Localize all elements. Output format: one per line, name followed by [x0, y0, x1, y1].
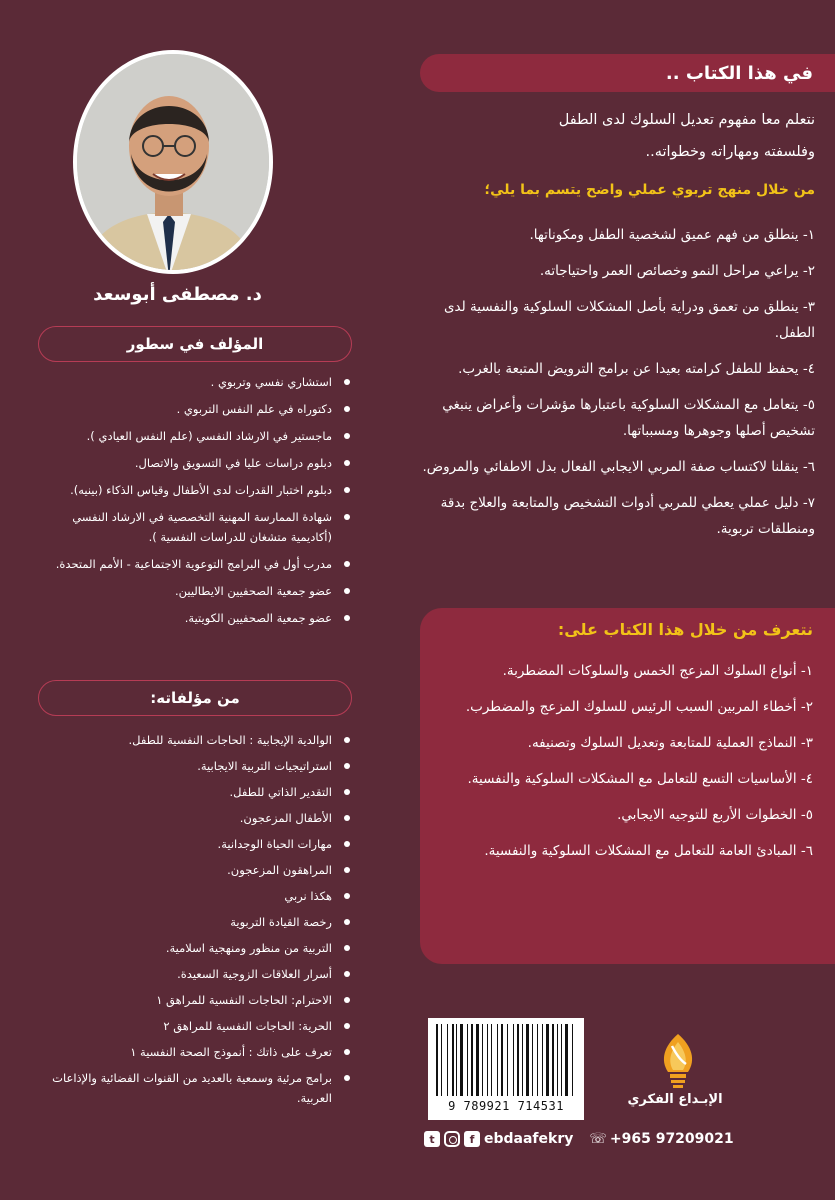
barcode-bar	[497, 1024, 498, 1096]
bio-item: مدرب أول في البرامج التوعوية الاجتماعية - الأمم المتحدة.	[38, 554, 354, 574]
barcode-bar	[480, 1024, 481, 1096]
barcode-bar	[449, 1024, 451, 1096]
bio-list	[38, 372, 354, 635]
barcode-bar	[539, 1024, 541, 1096]
method-heading: من خلال منهج تربوي عملي واضح يتسم بما يلي؛	[484, 182, 815, 198]
barcode-bar	[509, 1024, 512, 1096]
barcode-bar	[507, 1024, 508, 1096]
instagram-icon[interactable]	[444, 1131, 460, 1147]
barcode-bar	[476, 1024, 479, 1096]
barcode-bar	[558, 1024, 560, 1096]
barcode-bar	[458, 1024, 459, 1096]
author-photo-icon	[73, 54, 269, 274]
barcode-bar	[489, 1024, 490, 1096]
barcode-bar	[436, 1024, 438, 1096]
contact-bar	[424, 1128, 760, 1150]
barcode-bar	[484, 1024, 486, 1096]
whatsapp-icon[interactable]: ☏	[589, 1131, 607, 1147]
barcode-bar	[460, 1024, 463, 1096]
bio-item: دكتوراه في علم النفس التربوي .	[38, 399, 354, 419]
bio-item: استشاري نفسي وتربوي .	[38, 372, 354, 392]
barcode-bar	[491, 1024, 492, 1096]
barcode-bars	[436, 1024, 576, 1096]
barcode-bar	[517, 1024, 519, 1096]
bio-item: عضو جمعية الصحفيين الايطاليين.	[38, 581, 354, 601]
work-item: أسرار العلاقات الزوجية السعيدة.	[38, 964, 354, 984]
works-heading: من مؤلفاته:	[150, 689, 240, 707]
feature-item: ٢- يراعي مراحل النمو وخصائص العمر واحتياجاته.	[539, 263, 815, 279]
barcode-bar	[523, 1024, 525, 1096]
barcode-bar	[482, 1024, 483, 1096]
barcode-bar	[544, 1024, 545, 1096]
work-item: تعرف على ذاتك : أنموذج الصحة النفسية ١	[38, 1042, 354, 1062]
barcode-bar	[452, 1024, 454, 1096]
bio-heading-pill	[38, 326, 352, 362]
barcode-bar	[513, 1024, 514, 1096]
author-name: د. مصطفى أبوسعد	[93, 284, 262, 305]
intro-text	[420, 104, 815, 168]
work-item: التربية من منظور ومنهجية اسلامية.	[38, 938, 354, 958]
barcode-bar	[493, 1024, 496, 1096]
barcode-bar	[469, 1024, 470, 1096]
works-heading-pill	[38, 680, 352, 716]
barcode-bar	[542, 1024, 543, 1096]
social-handle[interactable]: ebdaafekry	[484, 1131, 574, 1147]
barcode-bar	[537, 1024, 538, 1096]
barcode-bar	[565, 1024, 568, 1096]
barcode-bar	[574, 1024, 575, 1096]
learn-item: ٤- الأساسيات التسع للتعامل مع المشكلات السلوكية والنفسية.	[467, 771, 813, 787]
work-item: استراتيجيات التربية الايجابية.	[38, 756, 354, 776]
barcode-bar	[572, 1024, 573, 1096]
barcode-bar	[443, 1024, 446, 1096]
learn-item: ٢- أخطاء المربين السبب الرئيس للسلوك المزعج والمضطرب.	[465, 699, 813, 715]
author-portrait	[73, 50, 273, 274]
barcode-bar	[532, 1024, 533, 1096]
book-summary-column	[420, 0, 835, 1000]
barcode-bar	[441, 1024, 442, 1096]
banner-title: في هذا الكتاب ..	[665, 62, 813, 84]
barcode-bar	[546, 1024, 549, 1096]
barcode-bar	[499, 1024, 500, 1096]
intro-line: نتعلم معا مفهوم تعديل السلوك لدى الطفل	[558, 112, 815, 128]
lightbulb-flame-icon	[658, 1032, 698, 1088]
barcode-bar	[487, 1024, 489, 1096]
barcode-bar	[456, 1024, 457, 1096]
learn-list	[433, 658, 813, 874]
publisher-name: الإبـداع الفكري	[627, 1092, 723, 1107]
work-item: برامج مرئية وسمعية بالعديد من القنوات الفضائية والإذاعات العربية.	[38, 1068, 354, 1108]
barcode-bar	[455, 1024, 456, 1096]
learn-heading: نتعرف من خلال هذا الكتاب على:	[557, 620, 813, 639]
barcode-bar	[555, 1024, 556, 1096]
feature-item: ٣- ينطلق من تعمق ودراية بأصل المشكلات السلوكية والنفسية لدى الطفل.	[443, 299, 815, 341]
publisher-logo	[600, 1026, 750, 1118]
learn-box	[420, 608, 835, 964]
barcode-bar	[561, 1024, 562, 1096]
feature-item: ٧- دليل عملي يعطي للمربي أدوات التشخيص والمتابعة والعلاج بدقة ومنطلقات تربوية.	[440, 495, 815, 537]
barcode	[428, 1018, 584, 1120]
barcode-bar	[515, 1024, 516, 1096]
work-item: الوالدية الإيجابية : الحاجات النفسية للطفل.	[38, 730, 354, 750]
section-banner	[420, 54, 835, 92]
barcode-bar	[467, 1024, 468, 1096]
learn-item: ١- أنواع السلوك المزعج الخمس والسلوكات المضطربة.	[502, 663, 813, 679]
bio-item: عضو جمعية الصحفيين الكويتية.	[38, 608, 354, 628]
barcode-bar	[501, 1024, 503, 1096]
work-item: الأطفال المزعجون.	[38, 808, 354, 828]
barcode-bar	[471, 1024, 473, 1096]
barcode-bar	[552, 1024, 554, 1096]
barcode-digits: 9 789921 714531	[448, 1099, 564, 1113]
barcode-bar	[530, 1024, 531, 1096]
bio-item: دبلوم دراسات عليا في التسويق والاتصال.	[38, 453, 354, 473]
phone-number[interactable]: +965 97209021	[609, 1131, 734, 1147]
feature-item: ٦- ينقلنا لاكتساب صفة المربي الايجابي الفعال بدل الاطفائي والمروض.	[422, 459, 815, 475]
facebook-icon[interactable]: f	[464, 1131, 480, 1147]
work-item: المراهقون المزعجون.	[38, 860, 354, 880]
barcode-bar	[447, 1024, 448, 1096]
work-item: الاحترام: الحاجات النفسية للمراهق ١	[38, 990, 354, 1010]
barcode-bar	[464, 1024, 466, 1096]
feature-item: ١- ينطلق من فهم عميق لشخصية الطفل ومكوناتها.	[529, 227, 815, 243]
feature-item: ٤- يحفظ للطفل كرامته بعيدا عن برامج الترويض المتبعة بالغرب.	[458, 361, 815, 377]
barcode-bar	[557, 1024, 558, 1096]
learn-item: ٦- المبادئ العامة للتعامل مع المشكلات السلوكية والنفسية.	[484, 843, 813, 859]
bio-heading: المؤلف في سطور	[126, 335, 264, 353]
twitter-icon[interactable]: t	[424, 1131, 440, 1147]
work-item: مهارات الحياة الوجدانية.	[38, 834, 354, 854]
work-item: الحرية: الحاجات النفسية للمراهق ٢	[38, 1016, 354, 1036]
bio-item: ماجستير في الارشاد النفسي (علم النفس العيادي ).	[38, 426, 354, 446]
bio-item: شهادة الممارسة المهنية التخصصية في الارشاد النفسي (أكاديمية متشغان للدراسات النفسية ).	[38, 507, 354, 547]
barcode-bar	[550, 1024, 551, 1096]
barcode-bar	[522, 1024, 523, 1096]
feature-list	[420, 222, 815, 552]
barcode-bar	[520, 1024, 521, 1096]
learn-item: ٥- الخطوات الأربع للتوجيه الايجابي.	[617, 807, 813, 823]
barcode-bar	[526, 1024, 529, 1096]
works-list	[38, 730, 354, 1114]
barcode-bar	[569, 1024, 571, 1096]
barcode-bar	[534, 1024, 536, 1096]
barcode-bar	[504, 1024, 506, 1096]
barcode-bar	[563, 1024, 564, 1096]
learn-item: ٣- النماذج العملية للمتابعة وتعديل السلوك وتصنيفه.	[527, 735, 813, 751]
work-item: التقدير الذاتي للطفل.	[38, 782, 354, 802]
barcode-bar	[474, 1024, 475, 1096]
bio-item: دبلوم اختبار القدرات لدى الأطفال وقياس الذكاء (بينيه).	[38, 480, 354, 500]
feature-item: ٥- يتعامل مع المشكلات السلوكية باعتبارها مؤشرات وأعراض ينبغي تشخيص أصلها وجوهرها ومسبباتها.	[442, 397, 815, 439]
work-item: رخصة القيادة التربوية	[38, 912, 354, 932]
barcode-bar	[439, 1024, 440, 1096]
intro-line: وفلسفته ومهاراته وخطواته..	[645, 144, 815, 160]
work-item: هكذا نربي	[38, 886, 354, 906]
